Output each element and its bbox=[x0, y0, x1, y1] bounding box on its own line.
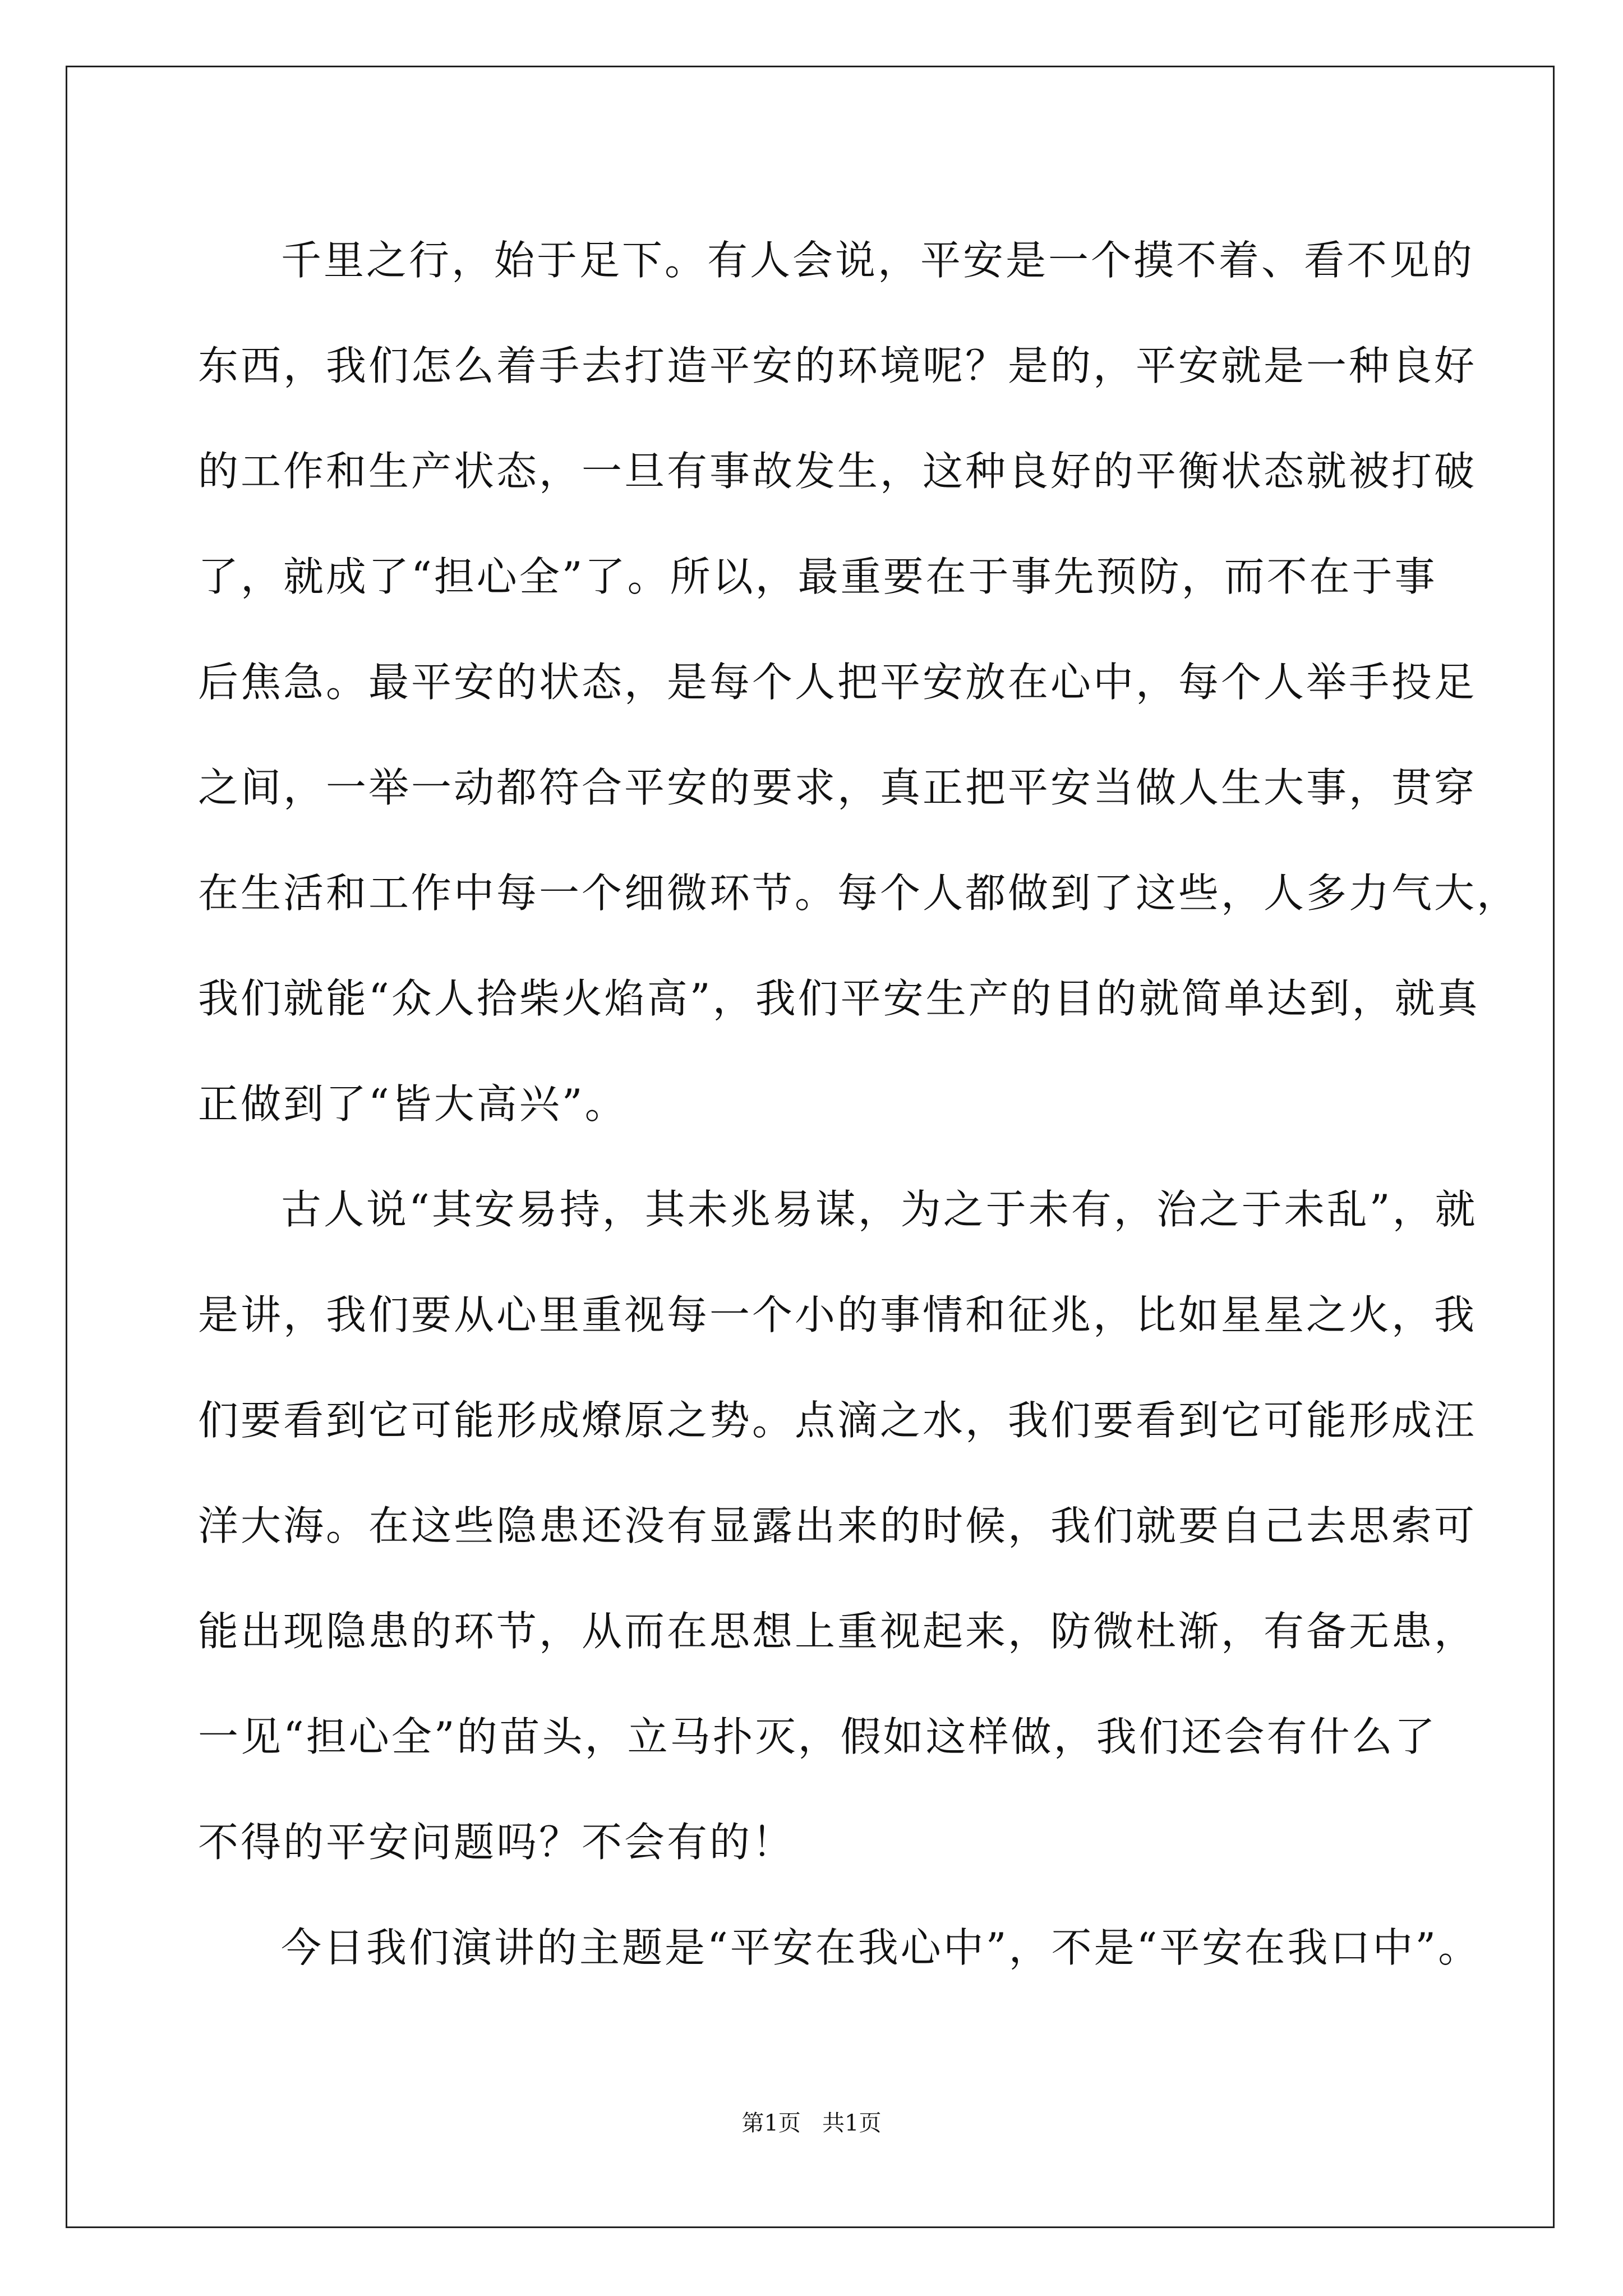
text-line: 了，就成了“担心全”了。所以，最重要在于事先预防，而不在于事 bbox=[198, 553, 1437, 600]
text-line: 们要看到它可能形成燎原之势。点滴之水，我们要看到它可能形成汪 bbox=[198, 1397, 1477, 1444]
text-line: 洋大海。在这些隐患还没有显露出来的时候，我们就要自己去思索可 bbox=[198, 1502, 1477, 1549]
text-line: 不得的平安问题吗？不会有的！ bbox=[198, 1819, 795, 1866]
text-line: 之间，一举一动都符合平安的要求，真正把平安当做人生大事，贯穿 bbox=[198, 764, 1477, 811]
text-line: 我们就能“众人拾柴火焰高”，我们平安生产的目的就简单达到，就真 bbox=[198, 975, 1480, 1022]
paragraph-2 bbox=[198, 1157, 1478, 1895]
text-line: 正做到了“皆大高兴”。 bbox=[198, 1080, 628, 1128]
text-line: 在生活和工作中每一个细微环节。每个人都做到了这些，人多力气大， bbox=[198, 869, 1520, 917]
text-line: 古人说“其安易持，其未兆易谋，为之于未有，治之于未乱”，就 bbox=[281, 1186, 1478, 1233]
text-line: 千里之行，始于足下。有人会说，平安是一个摸不着、看不见的 bbox=[281, 237, 1475, 284]
text-line: 后焦急。最平安的状态，是每个人把平安放在心中，每个人举手投足 bbox=[198, 659, 1477, 706]
text-line: 是讲，我们要从心里重视每一个小的事情和征兆，比如星星之火，我 bbox=[198, 1291, 1477, 1338]
text-line: 东西，我们怎么着手去打造平安的环境呢？是的，平安就是一种良好 bbox=[198, 342, 1477, 389]
document-body bbox=[198, 208, 1520, 2000]
text-line: 的工作和生产状态，一旦有事故发生，这种良好的平衡状态就被打破 bbox=[198, 448, 1477, 495]
text-line: 一见“担心全”的苗头，立马扑灭，假如这样做，我们还会有什么了 bbox=[198, 1713, 1437, 1760]
text-line: 能出现隐患的环节，从而在思想上重视起来，防微杜渐，有备无患， bbox=[198, 1608, 1477, 1655]
paragraph-1 bbox=[198, 208, 1520, 1157]
page-footer: 第1页 共1页 bbox=[741, 2110, 882, 2136]
text-line: 今日我们演讲的主题是“平安在我心中”，不是“平安在我口中”。 bbox=[281, 1924, 1481, 1971]
paragraph-3 bbox=[198, 1895, 1481, 2000]
